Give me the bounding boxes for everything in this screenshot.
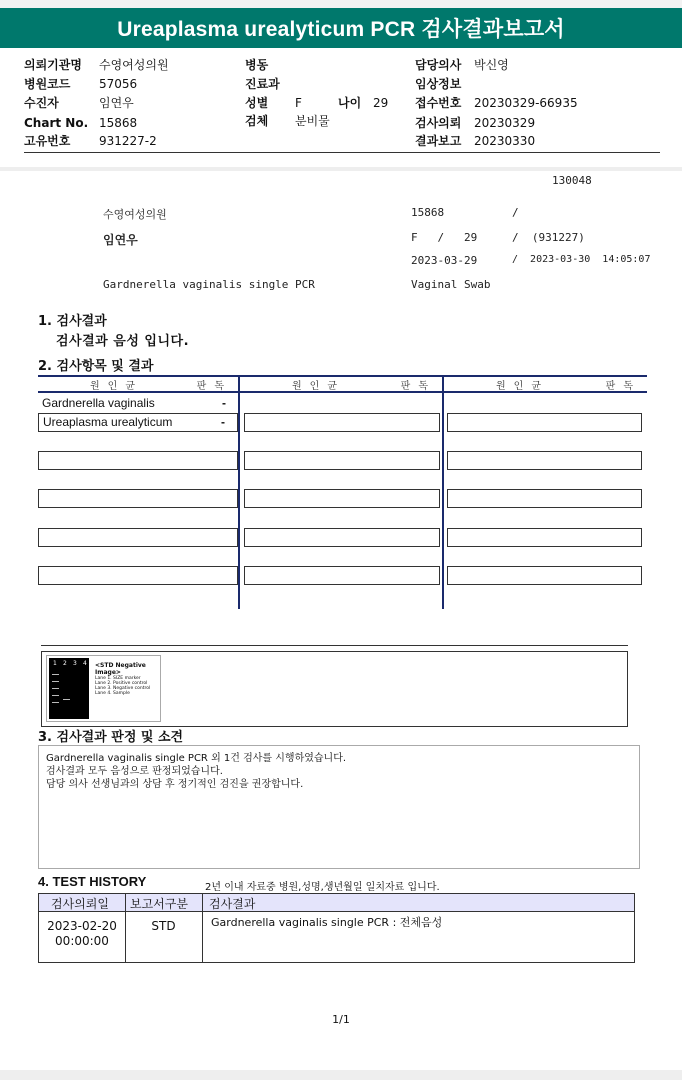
history-header-row: [39, 894, 634, 912]
results-col-header: [38, 377, 238, 391]
history-time: 00:00:00: [55, 934, 109, 948]
result-row-empty: [447, 451, 642, 470]
header-col-2: [245, 56, 405, 148]
judgement-header: 판독: [196, 380, 232, 392]
label-date: 2023-03-29: [411, 254, 478, 267]
result-row: [38, 413, 238, 432]
result-row: [38, 395, 238, 414]
sex-label: 성별: [245, 96, 269, 110]
result-row-empty: [38, 489, 238, 508]
gel-band: [52, 702, 59, 703]
header-col-3: [415, 56, 655, 148]
top-border: [0, 0, 682, 8]
results-col-header: [240, 377, 442, 391]
age-label: 나이: [338, 96, 362, 110]
result-row-empty: [447, 528, 642, 547]
specimen-label: 검체: [245, 114, 269, 128]
gel-legend-item: Lane 1. SIZE marker: [95, 676, 141, 681]
section-2-title: 2. 검사항목 및 결과: [38, 359, 154, 374]
label-patient: 임연우: [103, 233, 138, 247]
lane-number: 1: [53, 660, 57, 667]
age-value: 29: [373, 96, 389, 110]
history-row-date: [39, 919, 125, 949]
hospital-code-label: 병원코드: [24, 77, 71, 91]
pathogen-header: 원인균: [292, 380, 345, 392]
label-id: / (931227): [512, 231, 585, 244]
opinion-box: [38, 745, 640, 869]
unique-id-value: 931227-2: [99, 134, 157, 148]
gel-band: [52, 674, 59, 675]
gel-legend-item: Lane 2. Positive control: [95, 681, 148, 686]
result-row-empty: [244, 566, 440, 585]
opinion-line: 검사결과 모두 음성으로 판정되었습니다.: [46, 766, 223, 777]
request-date-value: 20230329: [474, 116, 536, 130]
history-col-date: 검사의뢰일: [51, 897, 109, 911]
history-table: [38, 893, 635, 963]
label-chart: 15868: [411, 206, 445, 219]
client-value: 수영여성의원: [99, 58, 169, 72]
gel-legend-item: Lane 4. Sample: [95, 691, 130, 696]
gel-band: [52, 695, 59, 696]
chart-no-label: Chart No.: [24, 116, 89, 130]
label-sex-age: F / 29: [411, 231, 478, 244]
pathogen-result: -: [221, 415, 225, 429]
result-row-empty: [447, 489, 642, 508]
receipt-no-value: 20230329-66935: [474, 96, 578, 110]
history-row-result: Gardnerella vaginalis single PCR : 전체음성: [211, 916, 443, 929]
page-number: 1/1: [332, 1013, 350, 1026]
judgement-header: 판독: [605, 380, 641, 392]
department-label: 진료과: [245, 77, 280, 91]
section-3-title: 3. 검사결과 판정 및 소견: [38, 730, 184, 745]
result-row-empty: [38, 528, 238, 547]
unique-id-label: 고유번호: [24, 134, 71, 148]
report-date-value: 20230330: [474, 134, 536, 148]
patient-value: 임연우: [99, 96, 134, 110]
result-row-empty: [244, 413, 440, 432]
header-divider: [24, 152, 660, 153]
doctor-value: 박신영: [474, 58, 509, 72]
label-test: Gardnerella vaginalis single PCR: [103, 278, 315, 291]
opinion-line: Gardnerella vaginalis single PCR 외 1건 검사를 시행하였습니다.: [46, 753, 347, 764]
lane-number: 3: [73, 660, 77, 667]
result-row-empty: [38, 451, 238, 470]
result-message: 검사결과 음성 입니다.: [56, 334, 190, 349]
chart-no-value: 15868: [99, 116, 138, 130]
report-date-label: 결과보고: [415, 134, 462, 148]
gel-band: [63, 699, 70, 700]
history-note: 2년 이내 자료중 병원,성명,생년월일 일치자료 입니다.: [205, 882, 440, 893]
client-label: 의뢰기관명: [24, 58, 82, 72]
result-row-empty: [244, 528, 440, 547]
page-separator: [0, 167, 682, 171]
label-code: 130048: [552, 174, 592, 187]
result-row-empty: [244, 489, 440, 508]
results-col-header: [444, 377, 647, 391]
gel-legend-item: Lane 3. Negative control: [95, 686, 151, 691]
patient-label: 수진자: [24, 96, 59, 110]
specimen-value: 분비물: [295, 114, 330, 128]
clinical-info-label: 임상정보: [415, 77, 462, 91]
section-4-title: 4. TEST HISTORY: [38, 874, 147, 889]
gel-photo: [49, 658, 89, 719]
lane-number: 2: [63, 660, 67, 667]
history-col-result: 검사결과: [209, 897, 256, 911]
section-1-title: 1. 검사결과: [38, 314, 107, 329]
pathogen-result: -: [222, 396, 226, 410]
label-chart-sep: /: [512, 206, 519, 219]
gel-band: [52, 681, 59, 682]
result-row-empty: [38, 566, 238, 585]
footer-bar: [0, 1070, 682, 1080]
results-column-divider: [442, 377, 444, 609]
label-clinic: 수영여성의원: [103, 208, 167, 221]
pathogen-header: 원인균: [90, 380, 143, 392]
gel-image-box: [41, 651, 628, 727]
pathogen-name: Ureaplasma urealyticum: [43, 415, 173, 429]
pathogen-name: Gardnerella vaginalis: [42, 396, 155, 410]
result-row-empty: [244, 451, 440, 470]
hospital-code-value: 57056: [99, 77, 138, 91]
result-row-empty: [447, 566, 642, 585]
request-date-label: 검사의뢰: [415, 116, 462, 130]
receipt-no-label: 접수번호: [415, 96, 462, 110]
header-col-1: [24, 56, 224, 148]
history-row-type: STD: [151, 919, 176, 933]
gel-title: <STD Negative Image>: [95, 662, 146, 676]
history-col-type: 보고서구분: [130, 897, 188, 911]
label-specimen: Vaginal Swab: [411, 278, 491, 291]
result-row-empty: [447, 413, 642, 432]
history-date: 2023-02-20: [47, 919, 117, 933]
doctor-label: 담당의사: [415, 58, 462, 72]
results-column-divider: [238, 377, 240, 609]
gel-band: [52, 688, 59, 689]
judgement-header: 판독: [400, 380, 436, 392]
sex-value: F: [295, 96, 302, 110]
gel-image: [46, 655, 161, 722]
history-divider: [202, 894, 203, 962]
image-divider: [41, 645, 628, 646]
ward-label: 병동: [245, 58, 269, 72]
label-datetime: / 2023-03-30 14:05:07: [512, 254, 651, 265]
pathogen-header: 원인균: [496, 380, 549, 392]
lane-number: 4: [83, 660, 87, 667]
opinion-line: 담당 의사 선생님과의 상담 후 정기적인 검진을 권장합니다.: [46, 779, 304, 790]
report-title: Ureaplasma urealyticum PCR 검사결과보고서: [0, 8, 682, 48]
